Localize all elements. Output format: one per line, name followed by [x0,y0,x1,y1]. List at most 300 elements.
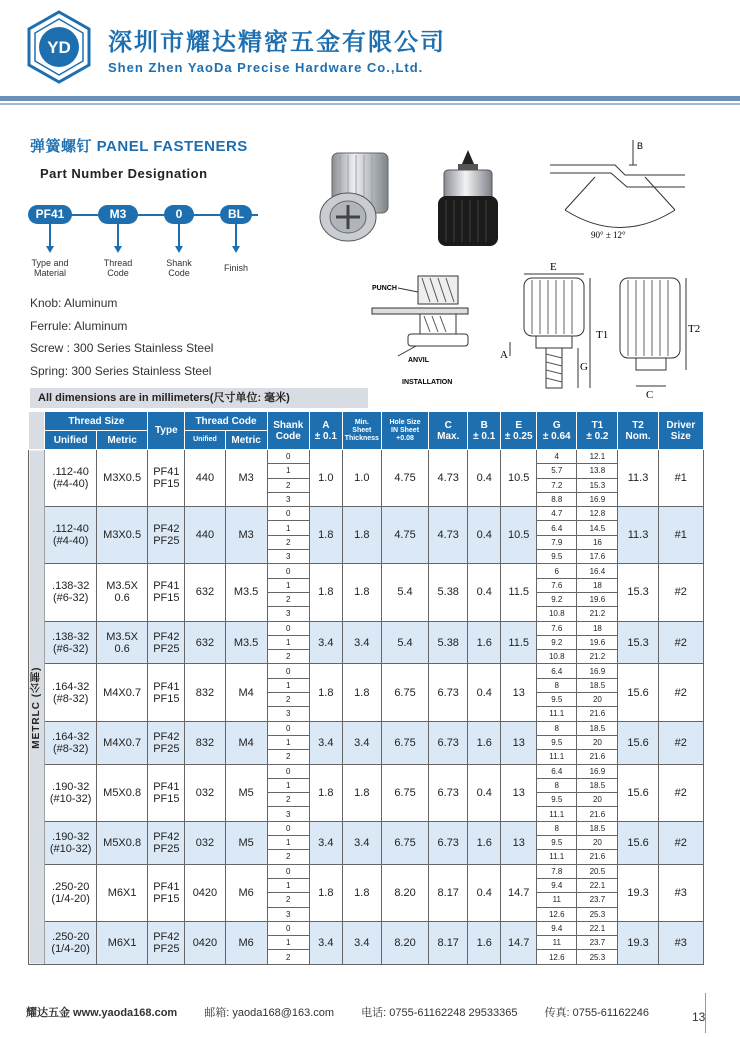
table-row [29,864,704,878]
cell-t2: 15.6 [618,821,658,864]
header-divider-thin [0,103,740,105]
side-header [29,412,45,450]
cell-t2: 19.3 [618,921,658,964]
cell-g: 11 [537,893,577,907]
cell-g: 11.1 [537,850,577,864]
cell-unified [45,921,96,964]
cell-g: 8 [537,778,577,792]
label-punch: PUNCH [372,285,397,292]
cell-tc-unified: 032 [185,764,225,821]
cell-tc-unified: 832 [185,664,225,721]
line: PF42 [153,830,180,843]
cell-c: 8.17 [429,921,468,964]
cell-t1: 12.1 [577,450,618,464]
cell-t1: 21.6 [577,807,618,821]
cell-g: 10.8 [537,607,577,621]
cell-g: 6.4 [537,521,577,535]
line: .112-40 [52,466,89,479]
page-number: 13 [692,1010,706,1024]
cell-shank-code: 2 [267,592,309,606]
cell-t1: 22.1 [577,921,618,935]
cell-driver: #3 [658,921,703,964]
cell-g: 11.1 [537,707,577,721]
cell-shank-code: 1 [267,735,309,749]
line: PF25 [153,535,180,548]
cell-shank-code: 2 [267,950,309,964]
cell-hole: 6.75 [381,664,428,721]
label-angle: 90° ± 12° [591,230,626,240]
cell-t1: 16 [577,535,618,549]
line: PF25 [153,642,180,655]
line: PF15 [153,692,180,705]
cell-t1: 22.1 [577,878,618,892]
cell-unified [45,507,96,564]
line: (1/4-20) [51,892,90,905]
cell-shank-code: 0 [267,507,309,521]
th-min-sheet: Min. Sheet Thickness [342,412,381,450]
cell-t2: 19.3 [618,864,658,921]
cell-a: 1.8 [309,507,342,564]
cell-g: 7.6 [537,578,577,592]
cell-g: 8 [537,721,577,735]
cell-hole: 4.75 [381,507,428,564]
material-ferrule: Ferrule: Aluminum [30,318,128,333]
line: M4X0.7 [103,736,142,749]
cell-hole: 8.20 [381,864,428,921]
cell-t2: 11.3 [618,450,658,507]
cell-t2: 15.3 [618,564,658,621]
line: PF41 [153,580,180,593]
cell-g: 9.2 [537,592,577,606]
table-row [29,450,704,464]
cell-metric [96,764,147,821]
cell-unified [45,621,96,664]
cell-t1: 20 [577,735,618,749]
cell-t1: 17.6 [577,550,618,564]
table-row [29,507,704,521]
cell-driver: #3 [658,864,703,921]
footer-email: 邮箱: yaoda168@163.com [204,1007,335,1019]
cell-g: 11 [537,936,577,950]
line: PF15 [153,592,180,605]
cell-e: 11.5 [501,564,537,621]
cell-tc-unified: 632 [185,621,225,664]
cell-tc-metric: M4 [225,664,267,721]
cell-tc-unified: 032 [185,821,225,864]
line: PF41 [153,466,180,479]
cell-tc-metric: M5 [225,764,267,821]
cell-min-sheet: 3.4 [342,921,381,964]
cell-metric [96,507,147,564]
cell-c: 6.73 [429,664,468,721]
cell-g: 6.4 [537,764,577,778]
cell-tc-unified: 832 [185,721,225,764]
cell-tc-unified: 440 [185,507,225,564]
label-installation: INSTALLATION [402,379,453,386]
label-b: B [637,141,644,151]
line: .138-32 [52,630,90,643]
cell-b: 1.6 [468,921,501,964]
cell-t1: 18 [577,578,618,592]
cell-shank-code: 2 [267,893,309,907]
cell-hole: 4.75 [381,450,428,507]
cell-a: 1.8 [309,864,342,921]
table-row [29,664,704,678]
line: PF42 [153,630,180,643]
cell-g: 7.6 [537,621,577,635]
cell-t1: 23.7 [577,936,618,950]
cell-a: 1.8 [309,764,342,821]
cell-g: 7.2 [537,478,577,492]
cell-a: 1.0 [309,450,342,507]
cell-g: 9.4 [537,878,577,892]
cell-hole: 5.4 [381,564,428,621]
cell-shank-code: 0 [267,564,309,578]
cell-type [148,821,185,864]
countersink-drawing [545,135,695,250]
cell-tc-metric: M5 [225,821,267,864]
line: PF41 [153,680,180,693]
cell-shank-code: 0 [267,864,309,878]
cell-g: 9.5 [537,550,577,564]
cell-shank-code: 1 [267,578,309,592]
cell-hole: 5.4 [381,621,428,664]
th-g: G ± 0.64 [537,412,577,450]
pn-label-shank: Shank Code [166,258,192,278]
cell-t1: 23.7 [577,893,618,907]
cell-shank-code: 3 [267,907,309,921]
th-t1: T1 ± 0.2 [577,412,618,450]
company-logo [22,10,96,84]
cell-t2: 15.6 [618,764,658,821]
cell-g: 8.8 [537,492,577,506]
cell-metric [96,821,147,864]
cell-c: 5.38 [429,621,468,664]
cell-min-sheet: 3.4 [342,621,381,664]
cell-min-sheet: 3.4 [342,721,381,764]
line: .164-32 [52,680,90,693]
line: 0.6 [114,642,130,655]
cell-shank-code: 1 [267,936,309,950]
footer-phone: 电话: 0755-61162248 29533365 [361,1007,518,1019]
cell-t1: 18.5 [577,678,618,692]
line: (#10-32) [49,792,92,805]
cell-tc-metric: M4 [225,721,267,764]
installation-drawing [368,268,473,390]
cell-t1: 25.3 [577,907,618,921]
cell-c: 6.73 [429,821,468,864]
cell-shank-code: 3 [267,607,309,621]
cell-shank-code: 0 [267,764,309,778]
cell-shank-code: 2 [267,478,309,492]
th-driver: Driver Size [658,412,703,450]
cell-t1: 15.3 [577,478,618,492]
cell-g: 6.4 [537,664,577,678]
line: M3.5X [106,630,139,643]
cell-c: 5.38 [429,564,468,621]
cell-shank-code: 2 [267,850,309,864]
cell-shank-code: 1 [267,778,309,792]
cell-shank-code: 3 [267,492,309,506]
line: M3X0.5 [103,472,142,485]
pn-label-finish: Finish [223,263,248,273]
cell-type [148,864,185,921]
cell-t1: 20.5 [577,864,618,878]
dimension-drawing [496,256,706,406]
cell-unified [45,564,96,621]
company-name-cn: 深圳市耀达精密五金有限公司 [108,28,446,56]
line: .250-20 [52,930,90,943]
cell-driver: #1 [658,507,703,564]
cell-t1: 16.9 [577,492,618,506]
cell-t1: 21.6 [577,707,618,721]
line: M6X1 [107,886,137,899]
th-e: E ± 0.25 [501,412,537,450]
line: (#6-32) [52,642,89,655]
cell-g: 4 [537,450,577,464]
cell-tc-metric: M3.5 [225,564,267,621]
cell-min-sheet: 1.8 [342,507,381,564]
pn-label-thread: Thread Code [103,258,133,278]
cell-g: 8 [537,678,577,692]
cell-t1: 18.5 [577,778,618,792]
cell-tc-metric: M3 [225,450,267,507]
cell-type [148,564,185,621]
cell-g: 9.5 [537,693,577,707]
cell-tc-metric: M6 [225,921,267,964]
cell-g: 5.7 [537,464,577,478]
table-row [29,621,704,635]
cell-e: 10.5 [501,450,537,507]
table-row [29,764,704,778]
footer [26,1004,673,1020]
header-divider [0,96,740,101]
cell-shank-code: 0 [267,450,309,464]
pn-pill-type: PF41 [28,205,72,224]
section-title: 弹簧螺钉 PANEL FASTENERS [30,138,248,155]
pn-arrow [232,246,240,253]
th-shank-code: Shank Code [267,412,309,450]
cell-hole: 6.75 [381,721,428,764]
th-type: Type [148,412,185,450]
company-name-en: Shen Zhen YaoDa Precise Hardware Co.,Ltd. [108,60,424,75]
line: .138-32 [52,580,90,593]
cell-type [148,721,185,764]
cell-min-sheet: 1.0 [342,450,381,507]
cell-t1: 18.5 [577,821,618,835]
side-label: METRLC (公制) [29,450,45,965]
cell-t1: 25.3 [577,950,618,964]
label-anvil: ANVIL [408,357,429,364]
cell-t2: 15.3 [618,621,658,664]
th-unified: Unified [45,431,96,450]
line: M5X0.8 [103,836,142,849]
cell-tc-unified: 0420 [185,921,225,964]
line: .164-32 [52,730,90,743]
line: PF25 [153,942,180,955]
th-hole-size: Hole Size IN Sheet +0.08 [381,412,428,450]
cell-hole: 6.75 [381,821,428,864]
line: M4X0.7 [103,686,142,699]
cell-g: 9.5 [537,793,577,807]
cell-g: 11.1 [537,750,577,764]
cell-t1: 21.6 [577,750,618,764]
cell-tc-unified: 0420 [185,864,225,921]
th-t2: T2 Nom. [618,412,658,450]
cell-g: 9.2 [537,635,577,649]
cell-type [148,507,185,564]
cell-shank-code: 2 [267,750,309,764]
cell-tc-metric: M3.5 [225,621,267,664]
cell-min-sheet: 1.8 [342,564,381,621]
cell-driver: #2 [658,764,703,821]
cell-c: 6.73 [429,764,468,821]
fastener-photo-black [418,150,518,255]
cell-g: 8 [537,821,577,835]
cell-tc-unified: 440 [185,450,225,507]
line: PF15 [153,892,180,905]
cell-shank-code: 2 [267,650,309,664]
cell-g: 7.8 [537,864,577,878]
cell-g: 6 [537,564,577,578]
cell-b: 0.4 [468,764,501,821]
line: PF41 [153,880,180,893]
label-g: G [580,361,588,373]
cell-t1: 16.9 [577,764,618,778]
cell-a: 1.8 [309,664,342,721]
cell-shank-code: 0 [267,621,309,635]
line: (#8-32) [52,692,89,705]
line: PF15 [153,792,180,805]
cell-g: 7.9 [537,535,577,549]
cell-g: 11.1 [537,807,577,821]
th-b: B ± 0.1 [468,412,501,450]
cell-c: 6.73 [429,721,468,764]
cell-c: 8.17 [429,864,468,921]
line: PF15 [153,478,180,491]
cell-e: 13 [501,821,537,864]
th-tc-metric: Metric [225,431,267,450]
cell-a: 3.4 [309,621,342,664]
footer-website: 耀达五金 www.yaoda168.com [26,1007,178,1019]
cell-type [148,664,185,721]
line: PF41 [153,780,180,793]
material-knob: Knob: Aluminum [30,296,118,310]
cell-unified [45,864,96,921]
cell-shank-code: 1 [267,521,309,535]
label-e: E [550,261,557,273]
pn-pill-finish: BL [220,205,252,224]
part-number-diagram [28,200,278,290]
line: PF42 [153,523,180,536]
cell-g: 12.6 [537,950,577,964]
label-a: A [500,349,508,361]
cell-shank-code: 1 [267,836,309,850]
pn-label-type: Type and Material [31,258,69,278]
cell-t1: 20 [577,693,618,707]
table-row [29,564,704,578]
cell-b: 0.4 [468,450,501,507]
cell-g: 10.8 [537,650,577,664]
cell-metric [96,450,147,507]
cell-e: 14.7 [501,921,537,964]
cell-type [148,764,185,821]
cell-tc-metric: M3 [225,507,267,564]
fastener-photo-silver [310,145,410,250]
line: M5X0.8 [103,786,142,799]
th-c: C Max. [429,412,468,450]
cell-driver: #2 [658,721,703,764]
cell-metric [96,664,147,721]
cell-t1: 19.6 [577,635,618,649]
spec-table-body [29,450,704,965]
cell-shank-code: 1 [267,878,309,892]
cell-b: 0.4 [468,864,501,921]
line: (#4-40) [52,535,89,548]
cell-driver: #2 [658,821,703,864]
table-row [29,821,704,835]
cell-shank-code: 2 [267,793,309,807]
cell-hole: 8.20 [381,921,428,964]
table-row [29,921,704,935]
cell-g: 9.4 [537,921,577,935]
cell-t1: 21.6 [577,850,618,864]
cell-b: 1.6 [468,821,501,864]
label-c: C [646,389,654,401]
cell-t1: 21.2 [577,607,618,621]
cell-b: 0.4 [468,507,501,564]
line: PF25 [153,842,180,855]
cell-shank-code: 3 [267,807,309,821]
cell-a: 3.4 [309,721,342,764]
line: .190-32 [52,780,90,793]
material-spring: Spring: 300 Series Stainless Steel [30,363,212,378]
cell-g: 12.6 [537,907,577,921]
pn-arrow [114,246,122,253]
cell-min-sheet: 1.8 [342,664,381,721]
pn-arrow [46,246,54,253]
cell-shank-code: 0 [267,821,309,835]
cell-e: 13 [501,764,537,821]
cell-metric [96,864,147,921]
materials-list [30,296,213,386]
cell-min-sheet: 1.8 [342,864,381,921]
line: (#8-32) [52,742,89,755]
cell-unified [45,721,96,764]
material-screw: Screw : 300 Series Stainless Steel [30,341,214,355]
line: (#10-32) [49,842,92,855]
label-t2: T2 [688,323,701,335]
spec-table [28,411,704,965]
cell-type [148,621,185,664]
cell-t1: 21.2 [577,650,618,664]
th-thread-size: Thread Size [45,412,148,431]
th-tc-unified: Unified [185,431,225,450]
cell-e: 14.7 [501,864,537,921]
cell-c: 4.73 [429,450,468,507]
cell-t1: 12.8 [577,507,618,521]
cell-shank-code: 0 [267,664,309,678]
cell-shank-code: 3 [267,707,309,721]
cell-min-sheet: 1.8 [342,764,381,821]
cell-b: 1.6 [468,721,501,764]
cell-a: 3.4 [309,921,342,964]
cell-shank-code: 3 [267,550,309,564]
line: (#6-32) [52,592,89,605]
line: .250-20 [52,880,90,893]
line: M3.5X [106,580,139,593]
pn-arrow [175,246,183,253]
